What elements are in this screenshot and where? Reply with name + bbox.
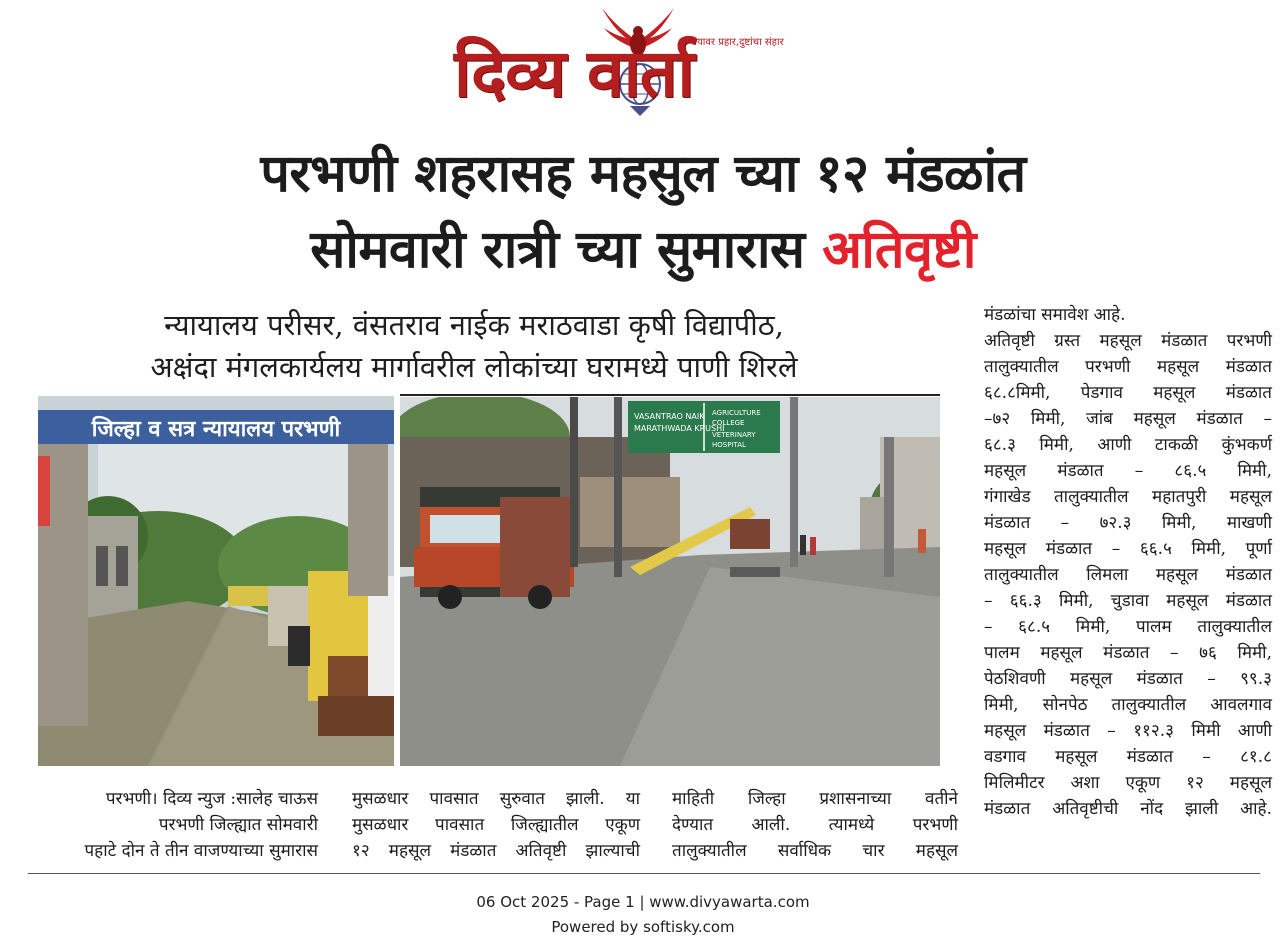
article-col2-line: मुसळधार पावसात सुरुवात झाली. या — [352, 789, 640, 809]
article-col4-line: गंगाखेड तालुक्यातील महातपुरी महसूल — [984, 487, 1272, 507]
road-sign-right-1: AGRICULTURE — [712, 409, 761, 417]
masthead-logo-text: दिव्य वार्ता — [454, 34, 694, 112]
article-col4-line: – ६६.३ मिमी, चुडावा महसूल मंडळात — [984, 591, 1272, 611]
subheadline-line-1: न्यायालय परीसर, वंसतराव नाईक मराठवाडा कृषी विद्यापीठ, — [164, 308, 784, 342]
photo-flooded-court-road — [38, 396, 394, 766]
footer-date-page: 06 Oct 2025 - Page 1 | www.divyawarta.com — [476, 893, 810, 911]
road-sign-right-2: COLLEGE — [712, 419, 745, 427]
article-col4-line: मिमी, सोनपेठ तालुक्यातील आवलगाव — [984, 695, 1272, 715]
masthead-tagline: अन्यायावर प्रहार,दुष्टांचा संहार — [678, 37, 784, 48]
article-col4-line: पेठशिवणी महसूल मंडळात – ९९.३ — [984, 669, 1272, 689]
article-column-4 — [984, 302, 1272, 822]
article-col4-line: महसूल मंडळात – ११२.३ मिमी आणी — [984, 721, 1272, 741]
article-col4-line: अतिवृष्टी ग्रस्त महसूल मंडळात परभणी — [984, 331, 1272, 351]
article-col2-line: मुसळधार पावसात जिल्ह्यातील एकूण — [352, 815, 640, 835]
headline-line-2-main: सोमवारी रात्री च्या सुमारास — [310, 220, 805, 280]
article-col4-line: तालुक्यातील परभणी महसूल मंडळात — [984, 357, 1272, 377]
article-col1-line: परभणी। दिव्य न्युज :सालेह चाऊस — [105, 789, 318, 809]
photo-flooded-highway — [400, 397, 940, 766]
article-col4-line: मंडळांचा समावेश आहे. — [984, 305, 1126, 325]
court-sign-text: जिल्हा व सत्र न्यायालय परभणी — [91, 417, 341, 442]
article-col4-line: महसूल मंडळात – ६६.५ मिमी, पूर्णा — [984, 539, 1272, 559]
article-col3-line: देण्यात आली. त्यामध्ये परभणी — [672, 815, 958, 835]
article-col1-line: पहाटे दोन ते तीन वाजण्याच्या सुमारास — [84, 841, 318, 861]
headline-line-1: परभणी शहरासह महसुल च्या १२ मंडळांत — [260, 144, 1026, 204]
article-col4-line: महसूल मंडळात – ८६.५ मिमी, — [984, 461, 1272, 481]
article-col4-line: वडगाव महसूल मंडळात – ८१.८ — [984, 747, 1272, 767]
road-sign-right-4: HOSPITAL — [712, 441, 746, 449]
headline-highlight-word: अतिवृष्टी — [822, 220, 976, 280]
article-col4-line: ६८.८मिमी, पेडगाव महसूल मंडळात — [984, 383, 1272, 403]
headline-line-2 — [0, 218, 1286, 282]
article-col4-line: तालुक्यातील लिमला महसूल मंडळात — [984, 565, 1272, 585]
article-col4-line: मिलिमीटर अशा एकूण १२ महसूल — [984, 773, 1272, 793]
road-sign-left-2: MARATHWADA KRUSHI — [634, 424, 725, 433]
article-col4-line: मंडळात अतिवृष्टीची नोंद झाली आहे. — [984, 799, 1272, 819]
article-col3-line: तालुक्यातील सर्वाधिक चार महसूल — [672, 841, 958, 861]
masthead — [440, 4, 840, 122]
article-col4-line: पालम महसूल मंडळात – ७६ मिमी, — [984, 643, 1272, 663]
subheadline-line-2: अक्षंदा मंगलकार्यलय मार्गावरील लोकांच्या घरामध्ये पाणी शिरले — [150, 350, 798, 384]
article-column-3 — [672, 786, 958, 864]
footer-powered-by: Powered by softisky.com — [551, 918, 735, 936]
article-col3-line: माहिती जिल्हा प्रशासनाच्या वतीने — [672, 789, 958, 809]
article-column-2 — [352, 786, 640, 864]
photo-top-divider — [400, 394, 940, 396]
article-column-1 — [34, 786, 318, 864]
article-col4-line: – ६८.५ मिमी, पालम तालुक्यातील — [984, 617, 1272, 637]
article-col2-line: १२ महसूल मंडळात अतिवृष्टी झाल्याची — [352, 841, 640, 861]
article-col4-line: मंडळात – ७२.३ मिमी, माखणी — [984, 513, 1272, 533]
article-col4-line: ६८.३ मिमी, आणी टाकळी कुंभकर्ण — [984, 435, 1272, 455]
footer-divider — [28, 873, 1260, 874]
road-sign-left-1: VASANTRAO NAIK — [634, 412, 705, 421]
article-col1-line: परभणी जिल्ह्यात सोमवारी — [158, 815, 318, 835]
article-col4-line: –७२ मिमी, जांब महसूल मंडळात – — [984, 409, 1272, 429]
road-sign-right-3: VETERINARY — [712, 431, 756, 439]
